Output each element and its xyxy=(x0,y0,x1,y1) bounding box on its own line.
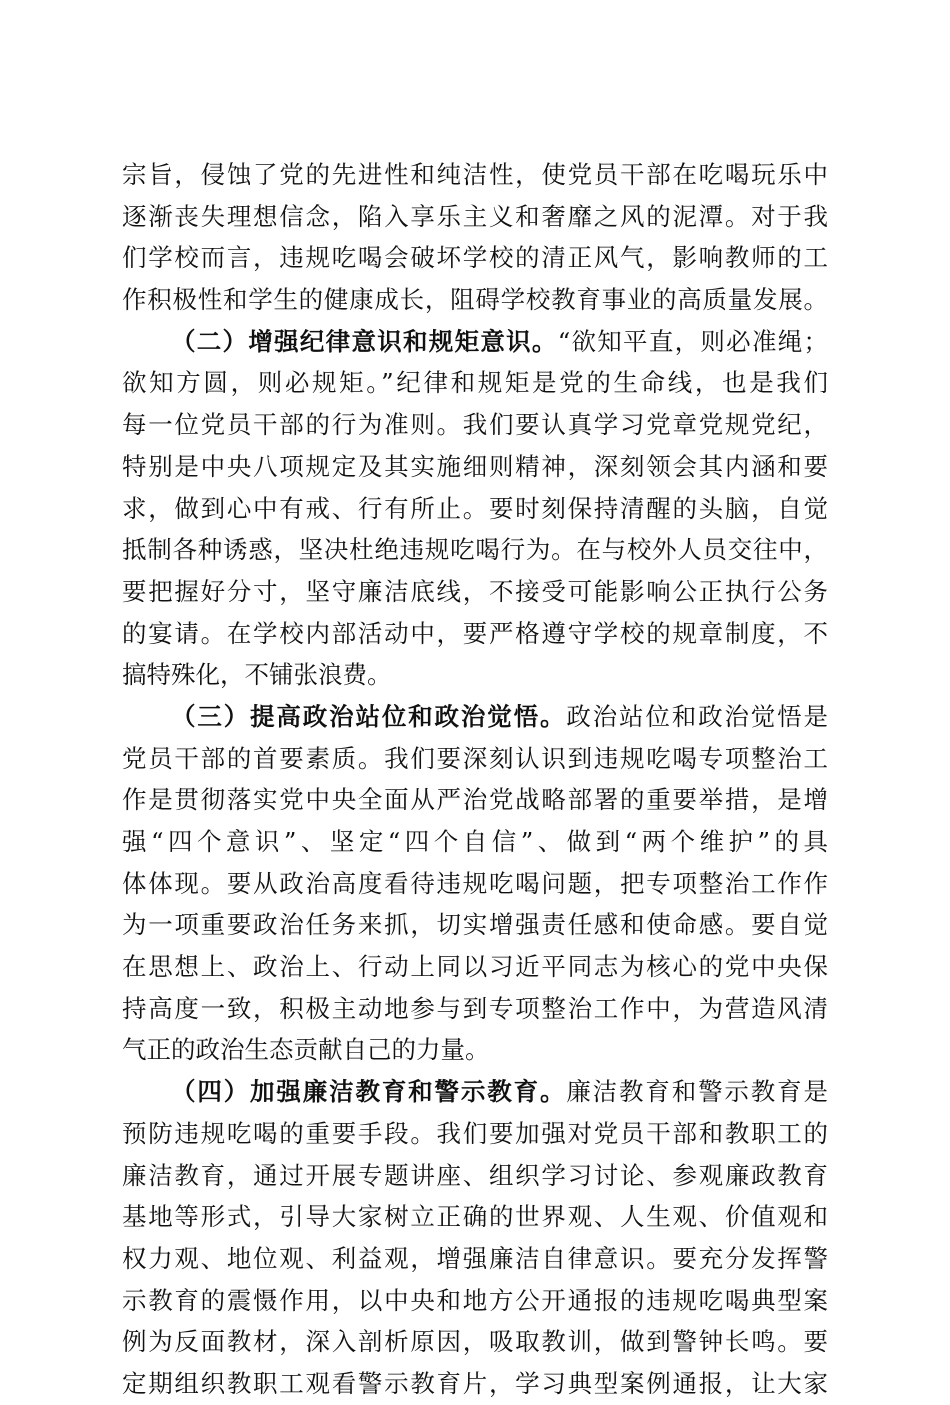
text-run: 廉洁教育和警示教育是 xyxy=(566,1077,828,1107)
text-line: 持高度一致，积极主动地参与到专项整治工作中，为营造风清 xyxy=(122,993,828,1023)
text-line: 特别是中央八项规定及其实施细则精神，深刻领会其内涵和要 xyxy=(122,451,828,481)
text-line: 例为反面教材，深入剖析原因，吸取教训，做到警钟长鸣。要 xyxy=(122,1327,828,1357)
text-line: 基地等形式，引导大家树立正确的世界观、人生观、价值观和 xyxy=(122,1202,828,1232)
text-line: 权力观、地位观、利益观，增强廉洁自律意识。要充分发挥警 xyxy=(122,1243,828,1273)
text-line-first xyxy=(122,321,828,363)
text-line-first xyxy=(122,1071,828,1113)
text-line: 的宴请。在学校内部活动中，要严格遵守学校的规章制度，不 xyxy=(122,618,828,648)
section-heading: （三）提高政治站位和政治觉悟。 xyxy=(171,701,567,731)
text-line: 们学校而言，违规吃喝会破坏学校的清正风气，影响教师的工 xyxy=(122,243,828,273)
text-line-first xyxy=(122,696,828,738)
text-line: 定期组织教职工观看警示教育片，学习典型案例通报，让大家 xyxy=(122,1368,828,1398)
text-line: 每一位党员干部的行为准则。我们要认真学习党章党规党纪， xyxy=(122,410,828,440)
text-line: 体体现。要从政治高度看待违规吃喝问题，把专项整治工作作 xyxy=(122,868,828,898)
section-heading: （四）加强廉洁教育和警示教育。 xyxy=(171,1077,567,1107)
text-line: 要把握好分寸，坚守廉洁底线，不接受可能影响公正执行公务 xyxy=(122,576,828,606)
text-line: 宗旨，侵蚀了党的先进性和纯洁性，使党员干部在吃喝玩乐中 xyxy=(122,160,828,189)
text-line: 求，做到心中有戒、行有所止。要时刻保持清醒的头脑，自觉 xyxy=(122,493,828,523)
text-line: 欲知方圆，则必规矩。”纪律和规矩是党的生命线，也是我们 xyxy=(122,368,828,398)
text-line: 在思想上、政治上、行动上同以习近平同志为核心的党中央保 xyxy=(122,952,828,982)
paragraph-section-3 xyxy=(122,696,828,1071)
text-line: 党员干部的首要素质。我们要深刻认识到违规吃喝专项整治工 xyxy=(122,743,828,773)
text-line: 示教育的震慑作用，以中央和地方公开通报的违规吃喝典型案 xyxy=(122,1285,828,1315)
text-line: 气正的政治生态贡献自己的力量。 xyxy=(122,1035,490,1065)
text-line: 逐渐丧失理想信念，陷入享乐主义和奢靡之风的泥潭。对于我 xyxy=(122,201,828,231)
text-line: 强“四个意识”、坚定“四个自信”、做到“两个维护”的具 xyxy=(122,827,828,856)
paragraph-section-2 xyxy=(122,321,828,696)
text-run: “欲知平直，则必准绳； xyxy=(557,326,828,356)
paragraph-section-4 xyxy=(122,1071,828,1405)
text-line: 预防违规吃喝的重要手段。我们要加强对党员干部和教职工的 xyxy=(122,1118,828,1148)
text-line: 作积极性和学生的健康成长，阻碍学校教育事业的高质量发展。 xyxy=(122,285,828,315)
text-run: 政治站位和政治觉悟是 xyxy=(566,701,828,731)
section-heading: （二）增强纪律意识和规矩意识。 xyxy=(171,326,558,356)
text-line: 为一项重要政治任务来抓，切实增强责任感和使命感。要自觉 xyxy=(122,910,828,940)
text-line: 作是贯彻落实党中央全面从严治党战略部署的重要举措，是增 xyxy=(122,785,828,815)
paragraph-continuation xyxy=(122,154,828,321)
document-page xyxy=(122,154,828,1405)
text-line: 搞特殊化，不铺张浪费。 xyxy=(122,660,392,690)
text-line: 廉洁教育，通过开展专题讲座、组织学习讨论、参观廉政教育 xyxy=(122,1160,828,1190)
text-line: 抵制各种诱惑，坚决杜绝违规吃喝行为。在与校外人员交往中， xyxy=(122,535,828,565)
